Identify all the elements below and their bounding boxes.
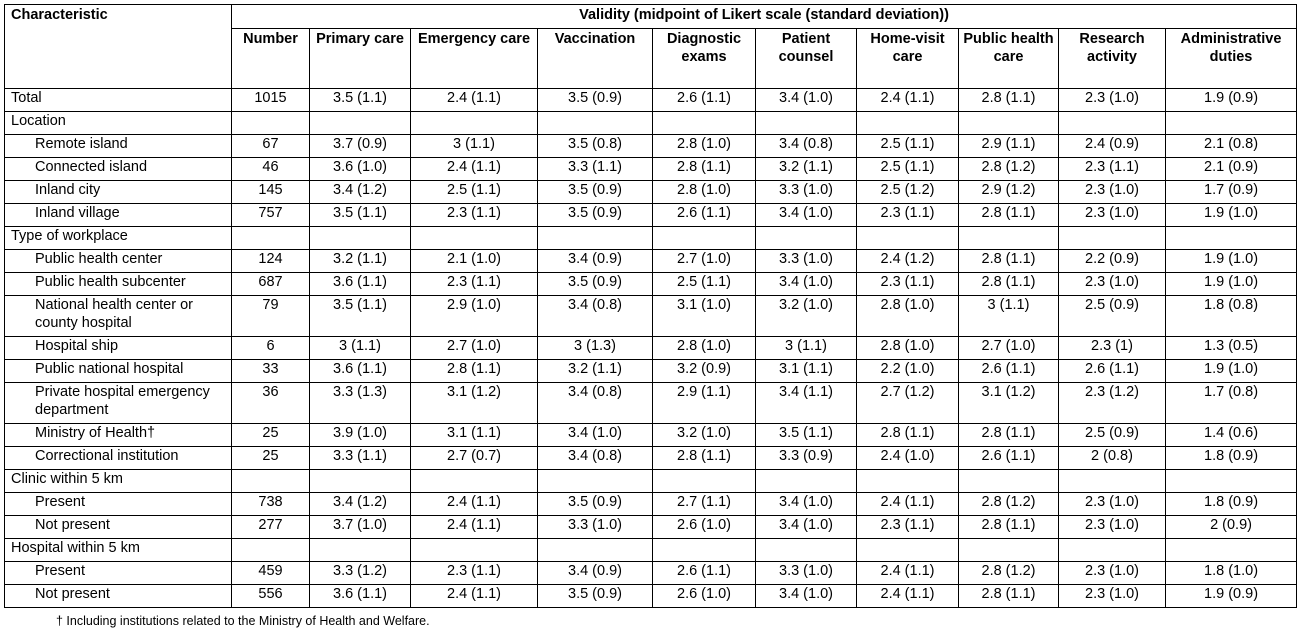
value-cell: 2.5 (1.1) [857, 158, 959, 181]
value-cell: 3.2 (1.1) [538, 360, 653, 383]
value-cell: 2.8 (1.1) [959, 424, 1059, 447]
value-cell: 2.4 (1.1) [857, 493, 959, 516]
row-label: Ministry of Health† [5, 424, 232, 447]
number-cell: 25 [232, 424, 310, 447]
value-cell: 2.3 (1.1) [411, 204, 538, 227]
value-cell: 2.1 (0.9) [1166, 158, 1297, 181]
number-cell: 67 [232, 135, 310, 158]
table-row [5, 383, 1297, 424]
value-cell: 3.2 (1.0) [653, 424, 756, 447]
value-cell: 2.4 (1.1) [411, 89, 538, 112]
value-cell: 2.1 (0.8) [1166, 135, 1297, 158]
row-label: Public national hospital [5, 360, 232, 383]
value-cell: 2.7 (1.2) [857, 383, 959, 424]
value-cell: 2.4 (1.1) [411, 158, 538, 181]
number-cell: 1015 [232, 89, 310, 112]
column-header: Primary care [310, 29, 411, 89]
value-cell: 2.3 (1.0) [1059, 273, 1166, 296]
number-cell: 556 [232, 585, 310, 608]
row-label: Public health subcenter [5, 273, 232, 296]
value-cell: 3.3 (1.3) [310, 383, 411, 424]
footnote: † Including institutions related to the Ministry of Health and Welfare. [56, 614, 430, 628]
table-row [5, 250, 1297, 273]
value-cell: 3.5 (1.1) [756, 424, 857, 447]
value-cell: 3 (1.1) [959, 296, 1059, 337]
value-cell: 2.9 (1.1) [959, 135, 1059, 158]
value-cell: 2.7 (0.7) [411, 447, 538, 470]
row-label: National health center or county hospital [5, 296, 232, 337]
value-cell: 3.4 (1.0) [538, 424, 653, 447]
number-cell: 79 [232, 296, 310, 337]
value-cell: 3.2 (1.0) [756, 296, 857, 337]
value-cell: 3.5 (0.9) [538, 181, 653, 204]
value-cell: 2.5 (1.1) [653, 273, 756, 296]
validity-header: Validity (midpoint of Likert scale (standard deviation)) [232, 5, 1297, 29]
number-cell: 33 [232, 360, 310, 383]
value-cell: 3.2 (1.1) [756, 158, 857, 181]
empty-cell [653, 112, 756, 135]
value-cell: 3.4 (0.8) [538, 383, 653, 424]
value-cell: 2.3 (1.2) [1059, 383, 1166, 424]
value-cell: 2.5 (1.1) [411, 181, 538, 204]
value-cell: 3.5 (0.9) [538, 204, 653, 227]
value-cell: 2.8 (1.1) [959, 204, 1059, 227]
value-cell: 2.4 (1.1) [411, 585, 538, 608]
value-cell: 3.1 (1.1) [756, 360, 857, 383]
number-cell: 277 [232, 516, 310, 539]
value-cell: 2.8 (1.0) [653, 337, 756, 360]
table-row [5, 360, 1297, 383]
value-cell: 3.5 (1.1) [310, 89, 411, 112]
empty-cell [756, 539, 857, 562]
value-cell: 3.3 (1.2) [310, 562, 411, 585]
value-cell: 3.6 (1.0) [310, 158, 411, 181]
empty-cell [857, 470, 959, 493]
row-label: Present [5, 493, 232, 516]
value-cell: 2.8 (1.1) [411, 360, 538, 383]
value-cell: 2.6 (1.1) [653, 562, 756, 585]
value-cell: 2.5 (0.9) [1059, 424, 1166, 447]
value-cell: 1.9 (1.0) [1166, 360, 1297, 383]
column-header: Patient counsel [756, 29, 857, 89]
value-cell: 2.8 (1.0) [653, 135, 756, 158]
value-cell: 3.4 (0.8) [538, 447, 653, 470]
row-label: Inland city [5, 181, 232, 204]
value-cell: 2.8 (1.2) [959, 158, 1059, 181]
empty-cell [538, 539, 653, 562]
value-cell: 2.2 (0.9) [1059, 250, 1166, 273]
table-container [4, 4, 1297, 629]
empty-cell [310, 227, 411, 250]
value-cell: 3.3 (1.0) [756, 181, 857, 204]
number-cell: 25 [232, 447, 310, 470]
table-row [5, 135, 1297, 158]
group-row [5, 112, 1297, 135]
empty-cell [653, 539, 756, 562]
value-cell: 2.1 (1.0) [411, 250, 538, 273]
empty-cell [857, 112, 959, 135]
empty-cell [538, 112, 653, 135]
column-header: Home-visit care [857, 29, 959, 89]
value-cell: 3 (1.3) [538, 337, 653, 360]
number-cell: 459 [232, 562, 310, 585]
empty-cell [756, 470, 857, 493]
value-cell: 2.4 (1.1) [857, 585, 959, 608]
value-cell: 3.7 (1.0) [310, 516, 411, 539]
value-cell: 2 (0.8) [1059, 447, 1166, 470]
value-cell: 2.7 (1.0) [411, 337, 538, 360]
column-header: Public health care [959, 29, 1059, 89]
row-label: Remote island [5, 135, 232, 158]
empty-cell [310, 539, 411, 562]
table-row [5, 181, 1297, 204]
empty-cell [857, 227, 959, 250]
empty-cell [232, 470, 310, 493]
value-cell: 3.2 (0.9) [653, 360, 756, 383]
value-cell: 3.4 (1.0) [756, 273, 857, 296]
value-cell: 2.7 (1.0) [959, 337, 1059, 360]
number-cell: 738 [232, 493, 310, 516]
value-cell: 2.8 (1.1) [959, 89, 1059, 112]
value-cell: 1.8 (0.8) [1166, 296, 1297, 337]
value-cell: 2.3 (1.0) [1059, 585, 1166, 608]
validity-table [4, 4, 1297, 608]
value-cell: 2.7 (1.0) [653, 250, 756, 273]
value-cell: 2.4 (1.1) [857, 89, 959, 112]
value-cell: 2.3 (1.0) [1059, 181, 1166, 204]
empty-cell [1059, 227, 1166, 250]
value-cell: 2.7 (1.1) [653, 493, 756, 516]
value-cell: 2.3 (1.1) [857, 204, 959, 227]
value-cell: 3.2 (1.1) [310, 250, 411, 273]
value-cell: 1.9 (0.9) [1166, 585, 1297, 608]
value-cell: 1.8 (0.9) [1166, 447, 1297, 470]
value-cell: 1.7 (0.8) [1166, 383, 1297, 424]
empty-cell [1059, 112, 1166, 135]
value-cell: 2.3 (1.1) [411, 562, 538, 585]
value-cell: 1.9 (1.0) [1166, 204, 1297, 227]
value-cell: 2.3 (1.1) [1059, 158, 1166, 181]
value-cell: 3.4 (1.2) [310, 493, 411, 516]
column-header: Emergency care [411, 29, 538, 89]
value-cell: 2.8 (1.1) [959, 585, 1059, 608]
empty-cell [1166, 470, 1297, 493]
number-cell: 687 [232, 273, 310, 296]
value-cell: 1.9 (0.9) [1166, 89, 1297, 112]
number-cell: 757 [232, 204, 310, 227]
value-cell: 3.1 (1.1) [411, 424, 538, 447]
value-cell: 3.7 (0.9) [310, 135, 411, 158]
empty-cell [653, 470, 756, 493]
value-cell: 3.1 (1.2) [959, 383, 1059, 424]
value-cell: 2.9 (1.2) [959, 181, 1059, 204]
row-label: Not present [5, 585, 232, 608]
value-cell: 2.6 (1.1) [959, 360, 1059, 383]
empty-cell [959, 112, 1059, 135]
value-cell: 2.9 (1.0) [411, 296, 538, 337]
value-cell: 2.8 (1.0) [857, 296, 959, 337]
table-row [5, 447, 1297, 470]
value-cell: 2.5 (1.1) [857, 135, 959, 158]
empty-cell [538, 227, 653, 250]
row-label: Public health center [5, 250, 232, 273]
empty-cell [310, 112, 411, 135]
row-label: Hospital ship [5, 337, 232, 360]
empty-cell [1059, 470, 1166, 493]
value-cell: 3.5 (0.9) [538, 493, 653, 516]
group-label: Location [5, 112, 232, 135]
value-cell: 3 (1.1) [310, 337, 411, 360]
row-label: Not present [5, 516, 232, 539]
number-cell: 6 [232, 337, 310, 360]
empty-cell [1166, 112, 1297, 135]
value-cell: 3.5 (1.1) [310, 296, 411, 337]
value-cell: 3.4 (1.0) [756, 493, 857, 516]
value-cell: 2.3 (1.1) [857, 273, 959, 296]
table-row [5, 204, 1297, 227]
column-header: Number [232, 29, 310, 89]
value-cell: 3.5 (0.9) [538, 273, 653, 296]
group-label: Hospital within 5 km [5, 539, 232, 562]
group-label: Type of workplace [5, 227, 232, 250]
row-label: Total [5, 89, 232, 112]
characteristic-header: Characteristic [5, 5, 232, 89]
header-row-top [5, 5, 1297, 29]
table-row [5, 562, 1297, 585]
empty-cell [653, 227, 756, 250]
value-cell: 2.3 (1.0) [1059, 562, 1166, 585]
value-cell: 2.3 (1.0) [1059, 516, 1166, 539]
empty-cell [1059, 539, 1166, 562]
column-header: Diagnostic exams [653, 29, 756, 89]
value-cell: 3.4 (0.8) [538, 296, 653, 337]
table-row [5, 424, 1297, 447]
value-cell: 2.4 (1.2) [857, 250, 959, 273]
value-cell: 2.6 (1.1) [653, 204, 756, 227]
value-cell: 2.3 (1.0) [1059, 89, 1166, 112]
value-cell: 2.6 (1.0) [653, 516, 756, 539]
empty-cell [411, 539, 538, 562]
value-cell: 2.4 (1.1) [857, 562, 959, 585]
row-label: Inland village [5, 204, 232, 227]
value-cell: 2.2 (1.0) [857, 360, 959, 383]
table-row [5, 337, 1297, 360]
value-cell: 2.8 (1.1) [959, 250, 1059, 273]
value-cell: 3.1 (1.0) [653, 296, 756, 337]
value-cell: 3 (1.1) [756, 337, 857, 360]
value-cell: 2.3 (1.0) [1059, 493, 1166, 516]
value-cell: 1.8 (1.0) [1166, 562, 1297, 585]
value-cell: 3.6 (1.1) [310, 585, 411, 608]
value-cell: 3.3 (1.0) [538, 516, 653, 539]
table-row [5, 89, 1297, 112]
value-cell: 2 (0.9) [1166, 516, 1297, 539]
column-header: Vaccination [538, 29, 653, 89]
value-cell: 1.9 (1.0) [1166, 273, 1297, 296]
group-row [5, 227, 1297, 250]
value-cell: 3.4 (0.9) [538, 250, 653, 273]
value-cell: 3.4 (1.1) [756, 383, 857, 424]
value-cell: 3.9 (1.0) [310, 424, 411, 447]
empty-cell [411, 227, 538, 250]
table-row [5, 158, 1297, 181]
number-cell: 145 [232, 181, 310, 204]
empty-cell [857, 539, 959, 562]
value-cell: 2.6 (1.1) [1059, 360, 1166, 383]
table-row [5, 296, 1297, 337]
value-cell: 2.3 (1.0) [1059, 204, 1166, 227]
empty-cell [232, 539, 310, 562]
value-cell: 3.3 (1.0) [756, 562, 857, 585]
value-cell: 1.8 (0.9) [1166, 493, 1297, 516]
value-cell: 2.4 (1.1) [411, 516, 538, 539]
empty-cell [411, 112, 538, 135]
group-label: Clinic within 5 km [5, 470, 232, 493]
number-cell: 36 [232, 383, 310, 424]
value-cell: 1.7 (0.9) [1166, 181, 1297, 204]
value-cell: 2.8 (1.2) [959, 562, 1059, 585]
table-row [5, 493, 1297, 516]
value-cell: 3.3 (0.9) [756, 447, 857, 470]
empty-cell [232, 112, 310, 135]
value-cell: 2.8 (1.2) [959, 493, 1059, 516]
value-cell: 3.6 (1.1) [310, 360, 411, 383]
value-cell: 3.1 (1.2) [411, 383, 538, 424]
value-cell: 2.4 (1.1) [411, 493, 538, 516]
value-cell: 3.5 (1.1) [310, 204, 411, 227]
value-cell: 2.8 (1.1) [653, 447, 756, 470]
number-cell: 46 [232, 158, 310, 181]
value-cell: 2.8 (1.1) [959, 516, 1059, 539]
value-cell: 3.4 (1.0) [756, 516, 857, 539]
value-cell: 2.6 (1.1) [653, 89, 756, 112]
value-cell: 3.5 (0.8) [538, 135, 653, 158]
group-row [5, 470, 1297, 493]
value-cell: 3.3 (1.1) [538, 158, 653, 181]
value-cell: 2.5 (1.2) [857, 181, 959, 204]
value-cell: 2.8 (1.1) [959, 273, 1059, 296]
empty-cell [959, 227, 1059, 250]
value-cell: 3.4 (1.2) [310, 181, 411, 204]
value-cell: 2.3 (1) [1059, 337, 1166, 360]
value-cell: 2.8 (1.1) [653, 158, 756, 181]
value-cell: 3.5 (0.9) [538, 585, 653, 608]
value-cell: 2.6 (1.0) [653, 585, 756, 608]
value-cell: 3.4 (1.0) [756, 585, 857, 608]
value-cell: 2.9 (1.1) [653, 383, 756, 424]
empty-cell [959, 539, 1059, 562]
column-header: Research activity [1059, 29, 1166, 89]
table-body [5, 89, 1297, 608]
row-label: Connected island [5, 158, 232, 181]
row-label: Private hospital emergency department [5, 383, 232, 424]
empty-cell [1166, 539, 1297, 562]
value-cell: 2.4 (0.9) [1059, 135, 1166, 158]
number-cell: 124 [232, 250, 310, 273]
column-header: Administrative duties [1166, 29, 1297, 89]
empty-cell [959, 470, 1059, 493]
table-row [5, 516, 1297, 539]
value-cell: 3.6 (1.1) [310, 273, 411, 296]
value-cell: 2.8 (1.0) [653, 181, 756, 204]
table-row [5, 273, 1297, 296]
value-cell: 2.4 (1.0) [857, 447, 959, 470]
value-cell: 1.3 (0.5) [1166, 337, 1297, 360]
row-label: Present [5, 562, 232, 585]
value-cell: 3.3 (1.0) [756, 250, 857, 273]
value-cell: 2.5 (0.9) [1059, 296, 1166, 337]
value-cell: 3.5 (0.9) [538, 89, 653, 112]
empty-cell [411, 470, 538, 493]
value-cell: 2.6 (1.1) [959, 447, 1059, 470]
value-cell: 2.8 (1.0) [857, 337, 959, 360]
empty-cell [310, 470, 411, 493]
empty-cell [756, 112, 857, 135]
empty-cell [232, 227, 310, 250]
value-cell: 2.3 (1.1) [411, 273, 538, 296]
group-row [5, 539, 1297, 562]
value-cell: 3 (1.1) [411, 135, 538, 158]
value-cell: 3.4 (1.0) [756, 89, 857, 112]
value-cell: 3.4 (1.0) [756, 204, 857, 227]
table-row [5, 585, 1297, 608]
value-cell: 3.3 (1.1) [310, 447, 411, 470]
value-cell: 1.4 (0.6) [1166, 424, 1297, 447]
row-label: Correctional institution [5, 447, 232, 470]
value-cell: 3.4 (0.8) [756, 135, 857, 158]
empty-cell [538, 470, 653, 493]
value-cell: 2.3 (1.1) [857, 516, 959, 539]
value-cell: 2.8 (1.1) [857, 424, 959, 447]
value-cell: 1.9 (1.0) [1166, 250, 1297, 273]
empty-cell [756, 227, 857, 250]
empty-cell [1166, 227, 1297, 250]
value-cell: 3.4 (0.9) [538, 562, 653, 585]
